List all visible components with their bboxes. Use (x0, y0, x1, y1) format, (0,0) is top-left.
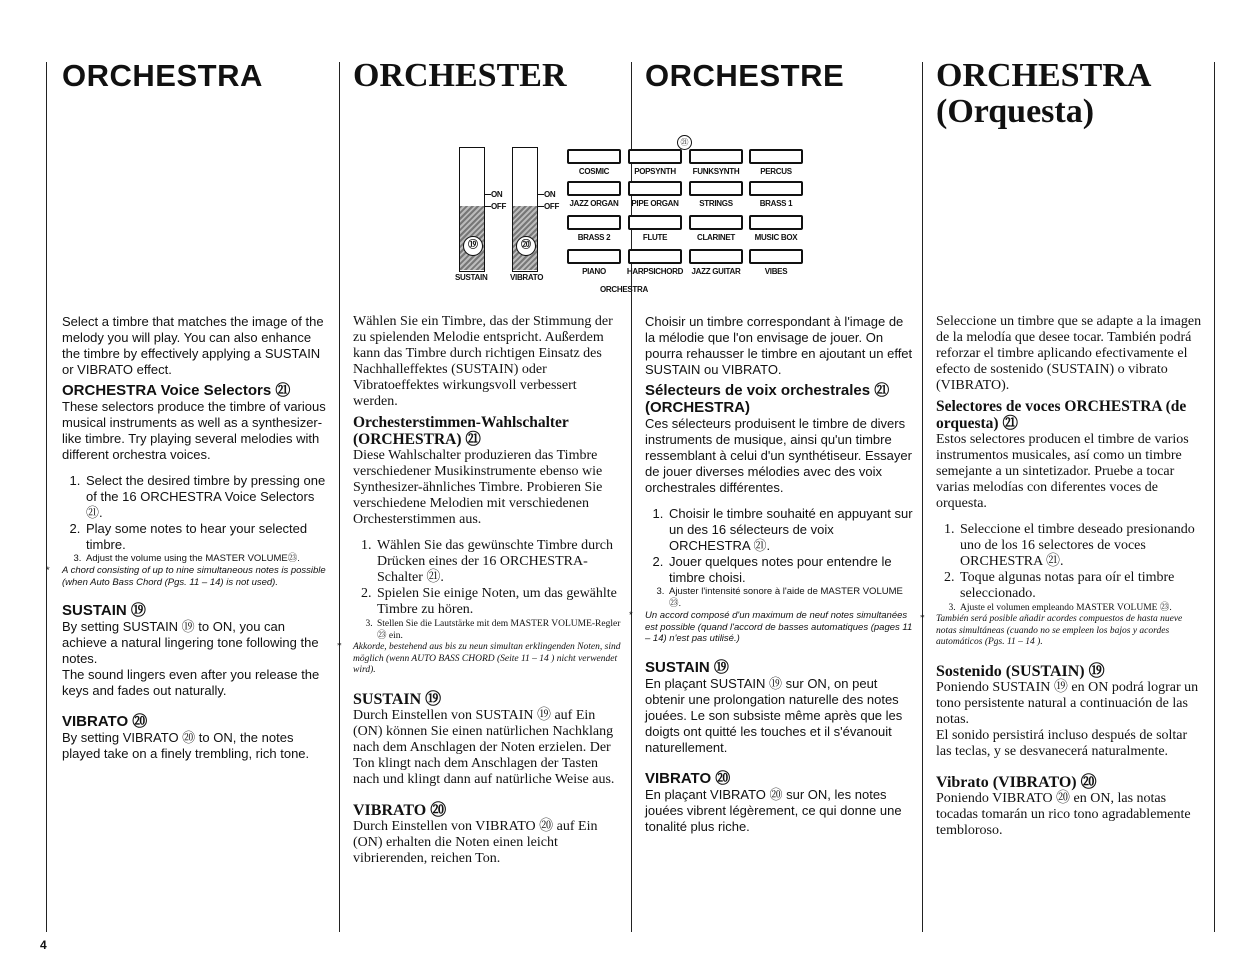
de-heading-sustain: SUSTAIN ⑲ (353, 690, 442, 708)
fr-step-3: 3. Ajuster l'intensité sonore à l'aide de MASTER VOLUME ㉓. (667, 586, 915, 610)
voice-label: FLUTE (642, 233, 668, 242)
fr-sustain: En plaçant SUSTAIN ⑲ sur ON, on peut obtenir une prolongation naturelle des notes jouées. Le son subsiste même après que les doigts ont quitté les touches et il s'évanouit naturellement. (645, 675, 903, 755)
en-step-2: 2. Play some notes to hear your selected timbre. (84, 521, 330, 553)
es-step-2: 2. Toque algunas notas para oír el timbre seleccionado. (958, 570, 1204, 602)
fr-heading-vibrato: VIBRATO ⑳ (645, 769, 731, 787)
fr-steps (645, 506, 915, 610)
es-intro: Seleccione un timbre que se adapte a la imagen de la melodía que desee tocar. También podrá reforzar el timbre aplicando efectivamente el efecto de sostenido (SUSTAIN) o vibrato (VIBRATO). (936, 314, 1202, 393)
fr-note: * Un accord composé d'un maximum de neuf notes simultanées est possible (quand l'accord de basses automatiques (pages 11 – 14) n'est pas utilisé.) (645, 610, 915, 645)
column-spanish (936, 314, 1204, 839)
title-spanish-line1: ORCHESTRA (936, 57, 1152, 94)
voice-button-jazz-guitar[interactable] (689, 249, 743, 264)
sustain-number: ⑲ (463, 236, 483, 256)
title-spanish (936, 58, 1151, 129)
es-sustain-2: El sonido persistirá incluso después de soltar las teclas, y se desvanecerá naturalmente. (936, 727, 1188, 759)
voice-button-piano[interactable] (567, 249, 621, 264)
es-step-3: 3. Ajuste el volumen empleando MASTER VOLUME ㉓. (958, 602, 1204, 614)
de-step-3: 3. Stellen Sie die Lautstärke mit dem MASTER VOLUME-Regler ㉓ ein. (375, 618, 623, 642)
voice-button-vibes[interactable] (749, 249, 803, 264)
es-selectors-text: Estos selectores producen el timbre de varios instrumentos musicales, así como un timbre semejante a un sintetizador. Pruebe a tocar varias melodías con diferentes voces de orquesta. (936, 432, 1189, 511)
en-selectors-text: These selectors produce the timbre of various musical instruments as well as a synthesizer-like timbre. Try playing several melodies with different orchestra voices. (62, 399, 326, 462)
fr-intro: Choisir un timbre correspondant à l'image de la mélodie que l'on envisage de jouer. On pourra rehausser le timbre en ajoutant un effet SUSTAIN ou VIBRATO. (645, 314, 913, 377)
voice-label: CLARINET (696, 233, 736, 242)
voice-button-pipe-organ[interactable] (628, 181, 682, 196)
voice-button-jazz-organ[interactable] (567, 181, 621, 196)
en-heading-selectors: ORCHESTRA Voice Selectors ㉑ (62, 382, 291, 399)
de-selectors-text: Diese Wahlschalter produzieren das Timbre verschiedener Musikinstrumente ebenso wie Synthesizer-ähnliches Timbre. Probieren Sie verschiedene Melodien mit verschiedenen Orchesterstimmen aus. (353, 448, 603, 527)
es-heading-selectors: Selectores de voces ORCHESTRA (de orquesta) ㉑ (936, 398, 1187, 432)
voice-label: FUNKSYNTH (692, 167, 740, 176)
callout-21: ㉑ (677, 135, 692, 150)
fr-heading-selectors: Sélecteurs de voix orchestrales ㉑ (ORCHESTRA) (645, 382, 890, 416)
column-french (645, 314, 915, 835)
voice-label: STRINGS (699, 199, 733, 208)
title-german: ORCHESTER (353, 57, 567, 94)
voice-label: POPSYNTH (634, 167, 676, 176)
voice-button-strings[interactable] (689, 181, 743, 196)
voice-label: JAZZ GUITAR (691, 267, 741, 276)
sustain-on-label: ON (491, 190, 503, 199)
vibrato-on-label: ON (544, 190, 556, 199)
vibrato-switch (512, 147, 538, 272)
en-sustain-2: The sound lingers even after you release the keys and fades out naturally. (62, 667, 320, 698)
voice-label: PIPE ORGAN (631, 199, 679, 208)
sustain-switch (459, 147, 485, 272)
voice-label: BRASS 1 (759, 199, 793, 208)
voice-label: PIANO (582, 267, 606, 276)
sustain-off-label: OFF (491, 202, 507, 211)
voice-button-clarinet[interactable] (689, 215, 743, 230)
voice-button-popsynth[interactable] (628, 149, 682, 164)
column-rule-1 (339, 62, 340, 932)
column-rule-right (1214, 62, 1215, 932)
voice-button-percus[interactable] (749, 149, 803, 164)
title-spanish-line2: (Orquesta) (936, 92, 1095, 130)
voice-button-flute[interactable] (628, 215, 682, 230)
en-step-3: 3. Adjust the volume using the MASTER VOLUME㉓. (84, 553, 330, 565)
de-steps (353, 538, 623, 642)
fr-step-1: 1. Choisir le timbre souhaité en appuyant sur un des 16 sélecteurs de voix ORCHESTRA ㉑. (667, 506, 915, 554)
column-rule-3 (922, 62, 923, 932)
vibrato-number: ⑳ (516, 236, 536, 256)
voice-label: JAZZ ORGAN (569, 199, 619, 208)
voice-label: COSMIC (578, 167, 610, 176)
column-rule-left (46, 62, 47, 932)
de-step-2: 2. Spielen Sie einige Noten, um das gewählte Timbre zu hören. (375, 586, 623, 618)
en-heading-vibrato: VIBRATO ⑳ (62, 713, 148, 730)
vibrato-off-label: OFF (544, 202, 560, 211)
voice-label: MUSIC BOX (754, 233, 798, 242)
en-heading-sustain: SUSTAIN ⑲ (62, 602, 146, 619)
voice-button-brass-1[interactable] (749, 181, 803, 196)
es-steps (936, 522, 1204, 614)
voice-button-brass-2[interactable] (567, 215, 621, 230)
column-german (353, 314, 623, 867)
es-heading-sustain: Sostenido (SUSTAIN) ⑲ (936, 662, 1105, 680)
en-sustain-1: By setting SUSTAIN ⑲ to ON, you can achieve a natural lingering tone following the notes. (62, 619, 319, 666)
title-french: ORCHESTRE (645, 58, 845, 93)
voice-button-harpsichord[interactable] (628, 249, 682, 264)
fr-heading-sustain: SUSTAIN ⑲ (645, 658, 729, 676)
orchestra-panel-diagram (455, 135, 835, 300)
es-step-1: 1. Seleccione el timbre deseado presionando uno de los 16 selectores de voces ORCHESTRA ㉑. (958, 522, 1204, 570)
es-heading-vibrato: Vibrato (VIBRATO) ⑳ (936, 773, 1097, 791)
de-step-1: 1. Wählen Sie das gewünschte Timbre durch Drücken eines der 16 ORCHESTRA-Schalter ㉑. (375, 538, 623, 586)
voice-button-cosmic[interactable] (567, 149, 621, 164)
en-step-1: 1. Select the desired timbre by pressing one of the 16 ORCHESTRA Voice Selectors ㉑. (84, 473, 330, 521)
de-sustain: Durch Einstellen von SUSTAIN ⑲ auf Ein (ON) können Sie einen natürlichen Nachklang nach dem Anschlagen der Noten erzielen. Der Ton klingt nach dem Anschlagen der Tasten nach und klingt dann auf natürliche Weise aus. (353, 707, 615, 787)
fr-selectors-text: Ces sélecteurs produisent le timbre de divers instruments de musique, ainsi qu'un timbre ressemblant à celui d'un synthétiseur. Essayer de jouer diverses mélodies avec des voix orchestrales différentes. (645, 416, 912, 495)
de-intro: Wählen Sie ein Timbre, das der Stimmung der zu spielenden Melodie entspricht. Außerdem kann das Timbre durch richtigen Einsatz des Nachhalleffektes (SUSTAIN) oder Vibratoeffektes wirkungsvoll verbessert werden. (353, 314, 613, 409)
en-vibrato: By setting VIBRATO ⑳ to ON, the notes played take on a finely trembling, rich tone. (62, 730, 310, 761)
es-sustain-1: Poniendo SUSTAIN ⑲ en ON podrá lograr un tono persistente natural a continuación de las notas. (936, 679, 1199, 727)
voice-label: BRASS 2 (577, 233, 611, 242)
de-vibrato: Durch Einstellen von VIBRATO ⑳ auf Ein (ON) erhalten die Noten einen leicht vibrierenden, reichen Ton. (353, 818, 598, 866)
orchestra-label: ORCHESTRA (600, 285, 648, 294)
de-note: * Akkorde, bestehend aus bis zu neun simultan erklingenden Noten, sind möglich (wenn AUTO BASS CHORD (Seite 11 – 14 ) nicht verwendet wird). (353, 642, 623, 677)
en-steps (62, 473, 330, 565)
de-heading-selectors: Orchesterstimmen-Wahlschalter (ORCHESTRA) ㉑ (353, 414, 569, 448)
fr-step-2: 2. Jouer quelques notes pour entendre le timbre choisi. (667, 554, 915, 586)
voice-label: VIBES (764, 267, 788, 276)
voice-button-music-box[interactable] (749, 215, 803, 230)
vibrato-label: VIBRATO (510, 273, 544, 282)
en-note: * A chord consisting of up to nine simultaneous notes is possible (when Auto Bass Chord (Pgs. 11 – 14) is not used). (62, 565, 330, 588)
es-vibrato: Poniendo VIBRATO ⑳ en ON, las notas tocadas tomarán un rico tono agradablemente tembloroso. (936, 790, 1191, 838)
es-note: * También será posible añadir acordes compuestos de hasta nueve notas simultáneas (cuando no se empleen los bajos y acordes automáticos (Pgs. 11 – 14 ). (936, 614, 1204, 649)
title-english: ORCHESTRA (62, 58, 263, 93)
en-intro: Select a timbre that matches the image of the melody you will play. You can also enhance the timbre by effectively applying a SUSTAIN or VIBRATO effect. (62, 314, 324, 377)
fr-vibrato: En plaçant VIBRATO ⑳ sur ON, les notes jouées vibrent légèrement, ce qui donne une tonalité plus riche. (645, 786, 902, 834)
voice-button-funksynth[interactable] (689, 149, 743, 164)
voice-label: HARPSICHORD (626, 267, 684, 276)
voice-label: PERCUS (760, 167, 792, 176)
sustain-label: SUSTAIN (455, 273, 488, 282)
de-heading-vibrato: VIBRATO ⑳ (353, 801, 447, 819)
page-number: 4 (40, 938, 47, 952)
column-english (62, 314, 330, 762)
